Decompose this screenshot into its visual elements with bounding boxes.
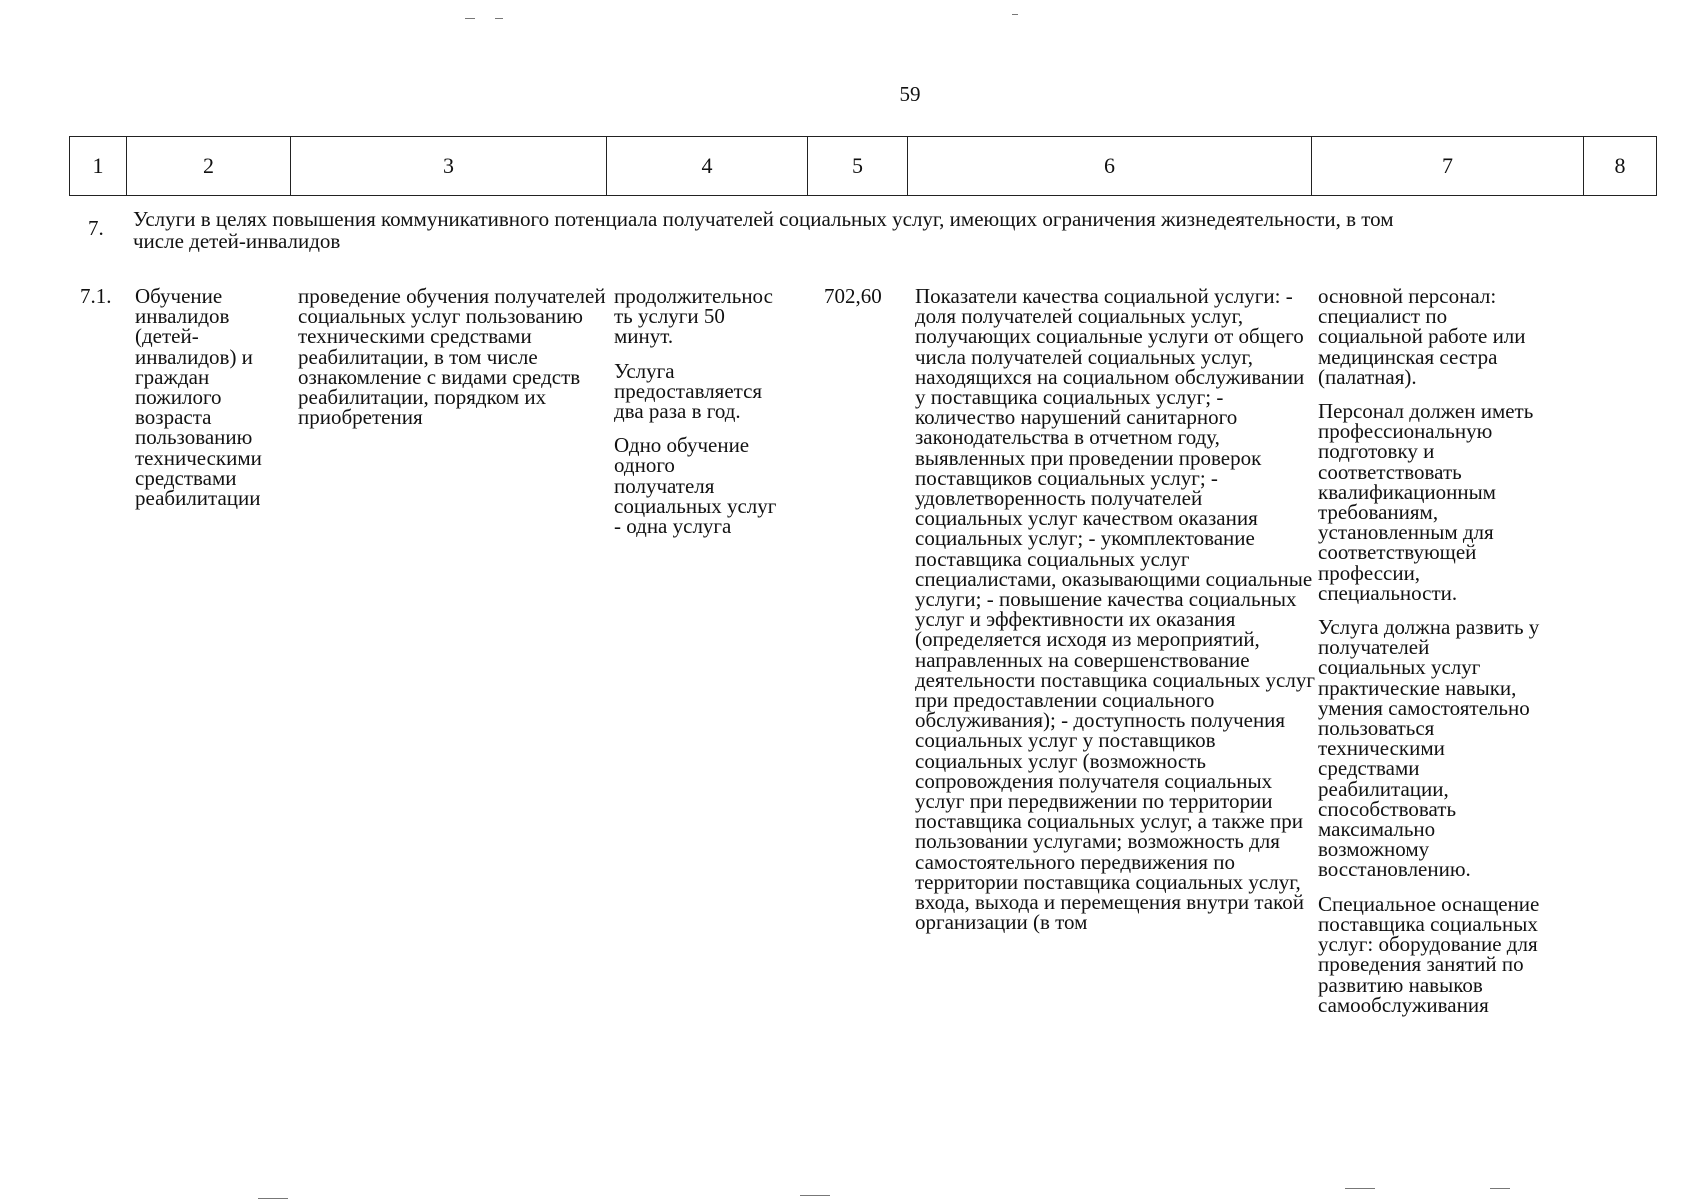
service-terms	[614, 286, 814, 550]
header-col-8: 8	[1584, 137, 1657, 196]
staff-requirements: основной персонал: специалист по социальной работе или медицинская сестра (палатная).	[1318, 284, 1526, 389]
scan-mark	[465, 18, 475, 19]
service-duration: продолжительнос ть услуги 50 минут.	[614, 284, 773, 349]
service-name: Обучение инвалидов (детей- инвалидов) и граждан пожилого возраста пользованию техническими средствами реабилитации	[135, 284, 262, 511]
quality-indicators: Показатели качества социальной услуги: - доля получателей социальных услуг, получающих социальные услуги от общего числа получателей социальных услуг, находящихся на социальном обслуживании у поставщика социальных услуг; - количество нарушений санитарного законодательства в отчетном году, выявленных при проведении проверок поставщиков социальных услуг; - удовлетворенность получателей социальных услуг качеством оказания социальных услуг; - укомплектование поставщика социальных услуг специалистами, оказывающими социальные услуги; - повышение качества социальных услуг и эффективности их оказания (определяется исходя из мероприятий, направленных на совершенствование деятельности поставщика социальных услуг при предоставлении социального обслуживания); - доступность получения социальных услуг у поставщиков социальных услуг (возможность сопровождения получателя социальных услуг при передвижении по территории поставщика социальных услуг, а также при пользовании услугами; возможность для самостоятельного передвижения по территории поставщика социальных услуг, входа, выхода и перемещения внутри такой организации (в том	[915, 284, 1315, 935]
service-conditions	[1318, 286, 1628, 1029]
page-number: 59	[899, 82, 921, 106]
section-title: Услуги в целях повышения коммуникативного потенциала получателей социальных услуг, имеющих ограничения жизнедеятельности, в том числе детей-инвалидов	[133, 207, 1394, 253]
scan-mark	[495, 18, 503, 19]
section-number: 7.	[88, 216, 104, 240]
service-goal: Услуга должна развить у получателей социальных услуг практические навыки, умения самостоятельно пользоваться техническими средствами реабилитации, способствовать максимально возможному восстановлению.	[1318, 615, 1540, 882]
scan-mark	[258, 1198, 288, 1199]
header-col-3: 3	[291, 137, 607, 196]
row-number: 7.1.	[80, 284, 112, 308]
header-col-5: 5	[808, 137, 908, 196]
scan-mark	[1012, 14, 1018, 15]
header-col-1: 1	[70, 137, 127, 196]
column-number-header	[69, 136, 1657, 196]
header-col-7: 7	[1312, 137, 1584, 196]
service-tariff: 702,60	[824, 284, 882, 308]
scan-mark	[1345, 1188, 1375, 1189]
service-frequency: Услуга предоставляется два раза в год.	[614, 358, 763, 424]
header-col-2: 2	[127, 137, 291, 196]
header-col-4: 4	[607, 137, 808, 196]
special-equipment: Специальное оснащение поставщика социальных услуг: оборудование для проведения занятий по развитию навыков самообслуживания	[1318, 891, 1540, 1017]
service-unit: Одно обучение одного получателя социальных услуг - одна услуга	[614, 433, 777, 539]
staff-qualification: Персонал должен иметь профессиональную подготовку и соответствовать квалификационным требованиям, установленным для соответствующей профессии, специальности.	[1318, 399, 1534, 605]
header-col-6: 6	[908, 137, 1312, 196]
scan-mark	[1490, 1188, 1510, 1189]
service-description: проведение обучения получателей социальных услуг пользованию техническими средствами реабилитации, в том числе ознакомление с видами средств реабилитации, порядком их приобретения	[298, 284, 606, 430]
scan-mark	[800, 1195, 830, 1196]
